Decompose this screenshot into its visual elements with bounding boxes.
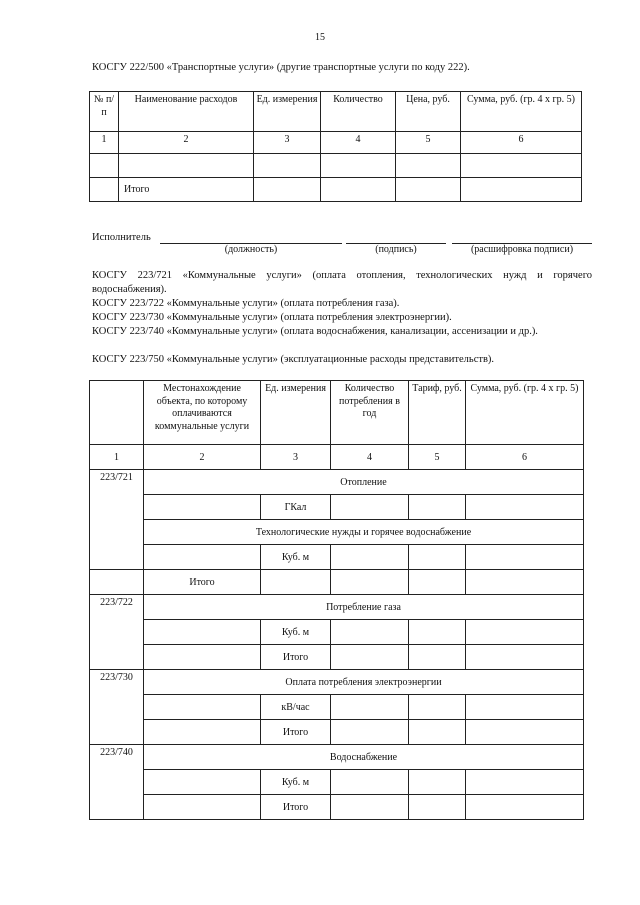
header-cell: Ед. измерения: [261, 381, 331, 445]
empty-cell: [331, 495, 409, 520]
empty-cell: [321, 178, 396, 202]
empty-cell: [261, 570, 331, 595]
header-cell: Тариф, руб.: [409, 381, 466, 445]
empty-cell: [144, 720, 261, 745]
header-cell: Цена, руб.: [396, 92, 461, 132]
column-number: 4: [321, 132, 396, 154]
empty-cell: [396, 178, 461, 202]
total-row: [90, 178, 582, 202]
signature-label: Исполнитель: [92, 232, 151, 243]
header-cell: Сумма, руб. (гр. 4 х гр. 5): [466, 381, 584, 445]
empty-cell: [466, 645, 584, 670]
empty-cell: [144, 695, 261, 720]
total-label: Итого: [119, 178, 254, 202]
empty-cell: [466, 795, 584, 820]
group-code: 223/722: [90, 595, 144, 670]
header-cell: [90, 381, 144, 445]
signature-caption: (подпись): [375, 244, 417, 255]
empty-cell: [396, 154, 461, 178]
unit-cell: кВ/час: [261, 695, 331, 720]
empty-cell: [119, 154, 254, 178]
section1-heading: КОСГУ 222/500 «Транспортные услуги» (другие транспортные услуги по коду 222).: [92, 62, 470, 73]
empty-cell: [331, 545, 409, 570]
empty-cell: [409, 570, 466, 595]
column-numbers-row: [90, 445, 584, 470]
empty-cell: [90, 178, 119, 202]
empty-cell: [331, 645, 409, 670]
table-row: [90, 545, 584, 570]
header-cell: Количество: [321, 92, 396, 132]
empty-cell: [331, 770, 409, 795]
group-title: Оплата потребления электроэнергии: [144, 670, 584, 695]
empty-cell: [409, 720, 466, 745]
empty-cell: [466, 545, 584, 570]
table-row: [90, 695, 584, 720]
total-row: [90, 795, 584, 820]
empty-cell: [321, 154, 396, 178]
empty-cell: [461, 154, 582, 178]
empty-cell: [254, 178, 321, 202]
empty-cell: [409, 545, 466, 570]
unit-cell: Куб. м: [261, 770, 331, 795]
group-title: Отопление: [144, 470, 584, 495]
group-subtitle-row: [90, 520, 584, 545]
column-number: 1: [90, 132, 119, 154]
table-row: [90, 154, 582, 178]
unit-cell: ГКал: [261, 495, 331, 520]
empty-cell: [466, 720, 584, 745]
header-cell: Количество потребления в год: [331, 381, 409, 445]
table-row: [90, 495, 584, 520]
decoding-caption: (расшифровка подписи): [470, 244, 574, 255]
empty-cell: [466, 495, 584, 520]
empty-cell: [144, 770, 261, 795]
header-cell: Наименование расходов: [119, 92, 254, 132]
empty-cell: [144, 545, 261, 570]
header-cell: Ед. измерения: [254, 92, 321, 132]
empty-cell: [409, 495, 466, 520]
empty-cell: [461, 178, 582, 202]
empty-cell: [331, 570, 409, 595]
empty-cell: [90, 570, 144, 595]
empty-cell: [409, 645, 466, 670]
table-header-row: [90, 381, 584, 445]
empty-cell: [144, 795, 261, 820]
group-subtitle: Технологические нужды и горячее водоснабжение: [144, 520, 584, 545]
empty-cell: [144, 495, 261, 520]
empty-cell: [331, 695, 409, 720]
empty-cell: [466, 570, 584, 595]
kosgu-line: КОСГУ 223/722 «Коммунальные услуги» (оплата потребления газа).: [92, 298, 400, 309]
utilities-table: [89, 380, 584, 820]
signature-block: [92, 232, 592, 262]
empty-cell: [466, 620, 584, 645]
empty-cell: [409, 620, 466, 645]
empty-cell: [331, 620, 409, 645]
total-row: [90, 645, 584, 670]
column-numbers-row: [90, 132, 582, 154]
total-row: [90, 720, 584, 745]
column-number: 5: [396, 132, 461, 154]
kosgu-line: КОСГУ 223/721 «Коммунальные услуги» (оплата отопления, технологических нужд и горячего водоснабжения).: [92, 270, 592, 295]
group-title-row: [90, 745, 584, 770]
total-label: Итого: [144, 570, 261, 595]
column-number: 3: [261, 445, 331, 470]
empty-cell: [409, 795, 466, 820]
page-number: 15: [315, 32, 325, 43]
empty-cell: [466, 695, 584, 720]
kosgu-line: КОСГУ 223/730 «Коммунальные услуги» (оплата потребления электроэнергии).: [92, 312, 452, 323]
header-cell: Сумма, руб. (гр. 4 х гр. 5): [461, 92, 582, 132]
empty-cell: [331, 795, 409, 820]
empty-cell: [254, 154, 321, 178]
empty-cell: [409, 770, 466, 795]
group-code: 223/740: [90, 745, 144, 820]
column-number: 2: [119, 132, 254, 154]
group-code: 223/730: [90, 670, 144, 745]
empty-cell: [409, 695, 466, 720]
column-number: 2: [144, 445, 261, 470]
table-row: [90, 770, 584, 795]
empty-cell: [144, 645, 261, 670]
header-cell: № п/п: [90, 92, 119, 132]
total-row: [90, 570, 584, 595]
group-title-row: [90, 470, 584, 495]
column-number: 1: [90, 445, 144, 470]
total-label: Итого: [261, 795, 331, 820]
group-code: 223/721: [90, 470, 144, 570]
position-caption: (должность): [224, 244, 278, 255]
kosgu-line: КОСГУ 223/740 «Коммунальные услуги» (оплата водоснабжения, канализации, ассенизации и др.).: [92, 326, 538, 337]
total-label: Итого: [261, 720, 331, 745]
column-number: 3: [254, 132, 321, 154]
empty-cell: [144, 620, 261, 645]
header-cell: Местонахождение объекта, по которому оплачиваются коммунальные услуги: [144, 381, 261, 445]
column-number: 6: [461, 132, 582, 154]
table-header-row: [90, 92, 582, 132]
empty-cell: [90, 154, 119, 178]
group-title-row: [90, 595, 584, 620]
group-title: Водоснабжение: [144, 745, 584, 770]
empty-cell: [331, 720, 409, 745]
total-label: Итого: [261, 645, 331, 670]
empty-cell: [466, 770, 584, 795]
column-number: 5: [409, 445, 466, 470]
column-number: 6: [466, 445, 584, 470]
unit-cell: Куб. м: [261, 620, 331, 645]
group-title-row: [90, 670, 584, 695]
unit-cell: Куб. м: [261, 545, 331, 570]
group-title: Потребление газа: [144, 595, 584, 620]
column-number: 4: [331, 445, 409, 470]
table-row: [90, 620, 584, 645]
kosgu-line: КОСГУ 223/750 «Коммунальные услуги» (эксплуатационные расходы представительств).: [92, 354, 495, 365]
transport-services-table: [89, 91, 582, 202]
